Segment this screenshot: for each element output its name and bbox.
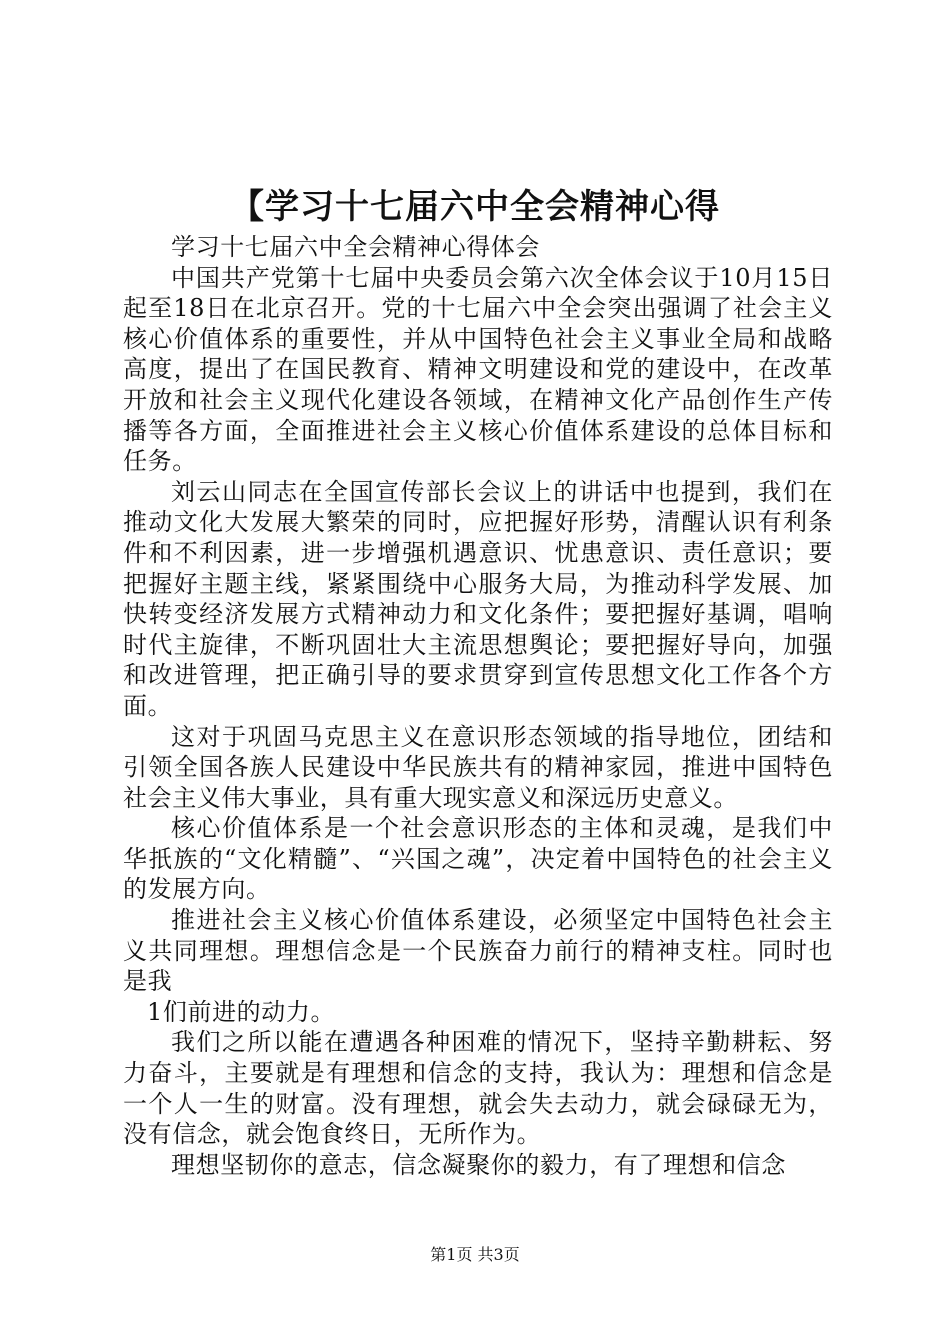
paragraph: 刘云山同志在全国宣传部长会议上的讲话中也提到，我们在推动文化大发展大繁荣的同时，应把握好形势，清醒认识有利条件和不利因素，进一步增强机遇意识、忧患意识、责任意识；要把握好主题主线，紧紧围绕中心服务大局，为推动科学发展、加快转变经济发展方式精神动力和文化条件；要把握好基调，唱响时代主旋律，不断巩固壮大主流思想舆论；要把握好导向，加强和改进管理，把正确引导的要求贯穿到宣传思想文化工作各个方面。 (123, 477, 833, 720)
paragraph: 1们前进的动力。 (147, 997, 336, 1026)
paragraph: 这对于巩固马克思主义在意识形态领域的指导地位，团结和引领全国各族人民建设中华民族共有的精神家园，推进中国特色社会主义伟大事业，具有重大现实意义和深远历史意义。 (123, 722, 833, 812)
page-number-footer: 第1页 共3页 (430, 1245, 520, 1264)
page-title: 【学习十七届六中全会精神心得 (230, 187, 720, 227)
paragraph: 核心价值体系是一个社会意识形态的主体和灵魂，是我们中华扺族的“文化精髓”、“兴国之魂”，决定着中国特色的社会主义的发展方向。 (123, 814, 833, 904)
paragraph: 理想坚韧你的意志，信念凝聚你的毅力，有了理想和信念 (171, 1150, 786, 1179)
paragraph: 我们之所以能在遭遇各种困难的情况下，坚持辛勤耕耘、努力奋斗，主要就是有理想和信念的支持，我认为：理想和信念是一个人一生的财富。没有理想，就会失去动力，就会碌碌无为，没有信念，就会饱食终日，无所作为。 (123, 1028, 833, 1149)
document-body (123, 232, 833, 1180)
paragraph: 中国共产党第十七届中央委员会第六次全体会议于10月15日起至18日在北京召开。党的十七届六中全会突出强调了社会主义核心价值体系的重要性，并从中国特色社会主义事业全局和战略高度，提出了在国民教育、精神文明建设和党的建设中，在改革开放和社会主义现代化建设各领域，在精神文化产品创作生产传播等各方面，全面推进社会主义核心价值体系建设的总体目标和任务。 (123, 263, 833, 476)
paragraph: 推进社会主义核心价值体系建设，必须坚定中国特色社会主义共同理想。理想信念是一个民族奋力前行的精神支柱。同时也是我 (123, 906, 833, 996)
paragraph-subtitle: 学习十七届六中全会精神心得体会 (171, 233, 540, 261)
